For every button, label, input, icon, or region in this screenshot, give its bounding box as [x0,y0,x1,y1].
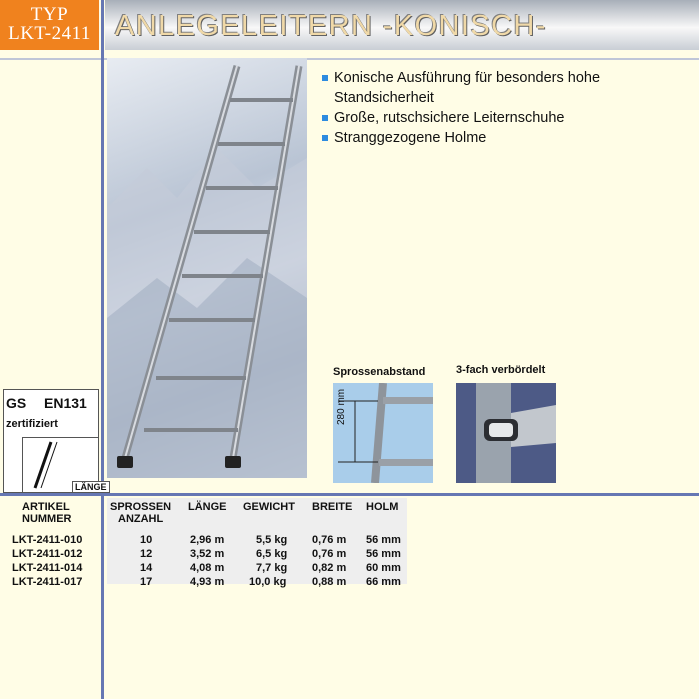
header-holm: HOLM [366,501,399,513]
feature-item: Konische Ausführung für besonders hohe Standsicherheit [322,68,682,108]
header-artikel: ARTIKEL [22,501,70,513]
length-label: LÄNGE [72,481,110,493]
row-sprossen: 17 [140,576,153,588]
type-badge [0,0,99,50]
header-nummer: NUMMER [22,513,72,525]
row-holm: 60 mm [366,562,401,574]
header-laenge: LÄNGE [188,501,227,513]
header-gewicht: GEWICHT [243,501,295,513]
crimped-rung-image [456,383,556,483]
row-artikel: LKT-2411-012 [12,548,83,560]
detail-label-crimped: 3-fach verbördelt [456,364,546,376]
type-code: LKT-2411 [8,23,91,44]
row-sprossen: 10 [140,534,153,546]
row-breite: 0,82 m [312,562,347,574]
header-divider [0,58,699,60]
norm-label: EN131 [44,395,87,411]
row-sprossen: 12 [140,548,153,560]
header-breite: BREITE [312,501,353,513]
vertical-divider [101,0,104,699]
rung-spacing-image [333,383,433,483]
row-laenge: 3,52 m [190,548,225,560]
header-anzahl: ANZAHL [118,513,164,525]
product-photo [107,58,307,478]
row-breite: 0,88 m [312,576,347,588]
gs-mark: GS [6,395,27,411]
crimped-rung-diagram [456,383,556,483]
feature-item: Stranggezogene Holme [322,128,682,148]
header-sprossen: SPROSSEN [110,501,172,513]
row-gewicht: 10,0 kg [249,576,287,588]
page-title: ANLEGELEITERN -KONISCH- [115,10,547,42]
row-artikel: LKT-2411-010 [12,534,83,546]
certified-label: zertifiziert [6,418,58,430]
row-laenge: 4,93 m [190,576,225,588]
row-artikel: LKT-2411-014 [12,562,83,574]
row-laenge: 4,08 m [190,562,225,574]
rung-spacing-diagram [333,383,433,483]
spacing-dimension: 280 mm [336,388,347,425]
row-breite: 0,76 m [312,534,347,546]
bullet-icon [322,75,328,81]
bullet-icon [322,115,328,121]
row-artikel: LKT-2411-017 [12,576,83,588]
ladder-illustration [107,58,307,478]
row-laenge: 2,96 m [190,534,225,546]
type-label: TYP [30,4,69,25]
row-gewicht: 6,5 kg [256,548,288,560]
detail-label-spacing: Sprossenabstand [333,366,426,378]
section-divider [0,493,699,496]
left-column [0,50,99,699]
row-holm: 66 mm [366,576,401,588]
row-gewicht: 7,7 kg [256,562,288,574]
row-holm: 56 mm [366,548,401,560]
row-gewicht: 5,5 kg [256,534,288,546]
row-holm: 56 mm [366,534,401,546]
feature-item: Große, rutschsichere Leiternschuhe [322,108,682,128]
bullet-icon [322,135,328,141]
row-breite: 0,76 m [312,548,347,560]
row-sprossen: 14 [140,562,153,574]
